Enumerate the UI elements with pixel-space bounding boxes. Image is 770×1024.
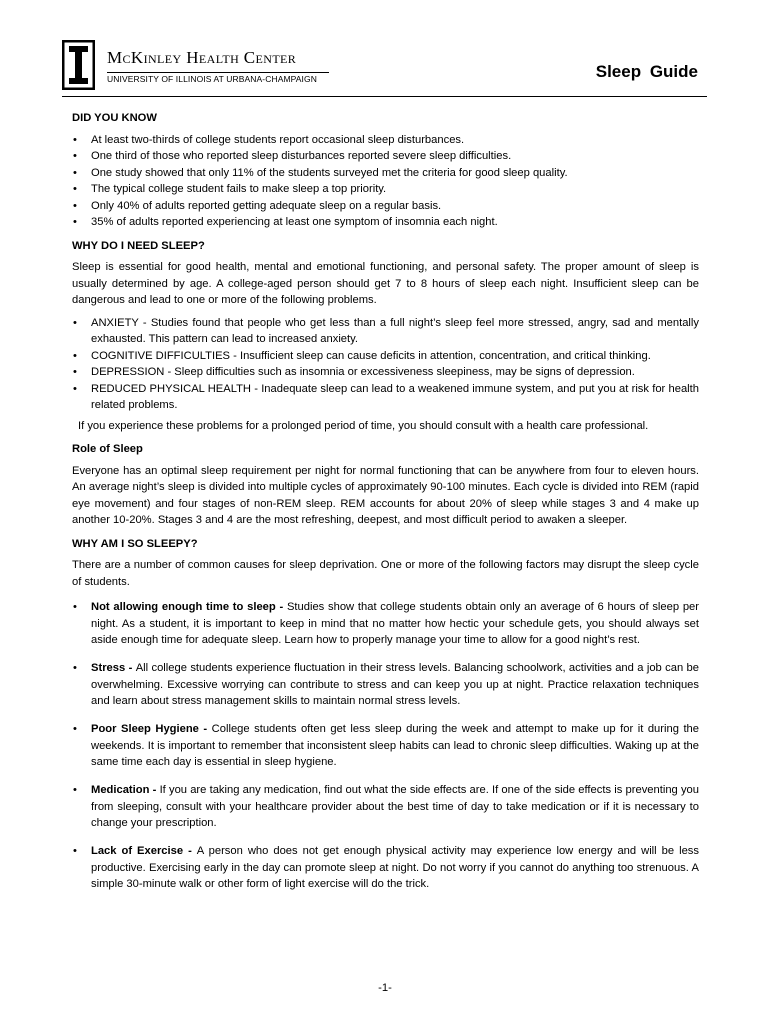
list-item: • DEPRESSION - Sleep difficulties such as insomnia or excessiveness sleepiness, may be signs of depression. <box>72 364 699 381</box>
list-item: • One study showed that only 11% of the students surveyed met the criteria for good sleep quality. <box>72 165 699 182</box>
institution-name: McKinley Health Center <box>107 48 297 67</box>
sleep-deprivation-causes-list <box>72 599 699 893</box>
list-item <box>72 782 699 832</box>
cause-term: Lack of Exercise - <box>91 845 197 857</box>
cause-term: Not allowing enough time to sleep - <box>91 601 287 613</box>
header-divider <box>62 96 707 97</box>
document-body <box>72 110 699 904</box>
consult-note: If you experience these problems for a prolonged period of time, you should consult with a health care professional. <box>78 419 649 432</box>
did-you-know-list <box>72 132 699 231</box>
brand-divider <box>107 72 329 73</box>
list-item <box>72 721 699 771</box>
list-item <box>72 599 699 649</box>
list-item: • COGNITIVE DIFFICULTIES - Insufficient sleep can cause deficits in attention, concentration, and critical thinking. <box>72 348 699 365</box>
list-item: • The typical college student fails to make sleep a top priority. <box>72 181 699 198</box>
cause-text: If you are taking any medication, find out what the side effects are. If one of the side effects is preventing you from sleeping, consult with your healthcare provider about the best time of day to take medication or if it is necessary to change your prescription. <box>91 784 700 829</box>
why-need-sleep-intro: Sleep is essential for good health, mental and emotional functioning, and personal safety. The proper amount of sleep is usually determined by age. A college-aged person should get 7 to 8 hours of sleep each night. Insufficient sleep can be dangerous and lead to one or more of the following problems. <box>72 261 699 306</box>
page-number: -1- <box>378 982 392 994</box>
cause-term: Stress - <box>91 662 136 674</box>
university-block-i-logo <box>62 40 95 90</box>
cause-text: College students often get less sleep during the week and attempt to make up for it during the weekends. It is important to remember that inconsistent sleep habits can lead to chronic sleep difficulties. Waking up at the same time each day is essential in sleep hygiene. <box>91 723 699 768</box>
list-item: • REDUCED PHYSICAL HEALTH - Inadequate sleep can lead to a weakened immune system, and put you at risk for health related problems. <box>72 381 699 414</box>
cause-term: Poor Sleep Hygiene - <box>91 723 212 735</box>
sleep-problems-list <box>72 315 699 414</box>
list-item: • ANXIETY - Studies found that people who get less than a full night’s sleep feel more stressed, angry, sad and mentally exhausted. This pattern can lead to increased anxiety. <box>72 315 699 348</box>
list-item: • Only 40% of adults reported getting adequate sleep on a regular basis. <box>72 198 699 215</box>
list-item <box>72 843 699 893</box>
section-heading-why-need-sleep: WHY DO I NEED SLEEP? <box>72 239 205 252</box>
list-item: • At least two-thirds of college students report occasional sleep disturbances. <box>72 132 699 149</box>
list-item: • One third of those who reported sleep disturbances reported severe sleep difficulties. <box>72 148 699 165</box>
why-sleepy-intro: There are a number of common causes for sleep deprivation. One or more of the following factors may disrupt the sleep cycle of students. <box>72 559 699 588</box>
cause-text: A person who does not get enough physical activity may experience low energy and will be less productive. Exercising early in the day can promote sleep at night. Do not worry if you cannot do anything too strenuous. A simple 30-minute walk or other form of light exercise will do the trick. <box>91 845 699 890</box>
cause-text: All college students experience fluctuation in their stress levels. Balancing schoolwork, activities and a job can be overwhelming. Excessive worrying can contribute to stress and can keep you up at night. Practice relaxation techniques and learn about stress management skills to maintain normal stress levels. <box>91 662 699 707</box>
university-name: UNIVERSITY OF ILLINOIS AT URBANA-CHAMPAIGN <box>107 74 317 84</box>
section-heading-did-you-know: DID YOU KNOW <box>72 112 157 124</box>
list-item: • 35% of adults reported experiencing at least one symptom of insomnia each night. <box>72 214 699 231</box>
role-of-sleep-text: Everyone has an optimal sleep requirement per night for normal functioning that can be anywhere from four to eleven hours. An average night’s sleep is divided into multiple cycles of approximately 90-100 minutes. Each cycle is divided into REM (rapid eye movement) and four stages of non-REM sleep. REM accounts for about 20% of sleep while stages 3 and 4 make up another 10-20%. Stages 3 and 4 are the most refreshing, deepest, and most difficult period to awaken a sleeper. <box>72 464 699 526</box>
cause-text: Studies show that college students obtain only an average of 6 hours of sleep per night. As a student, it is important to keep in mind that no matter how hectic your schedule gets, you should always set aside enough time for adequate sleep. Learn how to properly manage your time to allow for a good night’s rest. <box>91 601 699 646</box>
section-heading-role-of-sleep: Role of Sleep <box>72 443 143 455</box>
cause-term: Medication - <box>91 784 160 796</box>
list-item <box>72 660 699 710</box>
section-heading-why-sleepy: WHY AM I SO SLEEPY? <box>72 537 198 550</box>
document-title: Sleep Guide <box>595 62 698 81</box>
